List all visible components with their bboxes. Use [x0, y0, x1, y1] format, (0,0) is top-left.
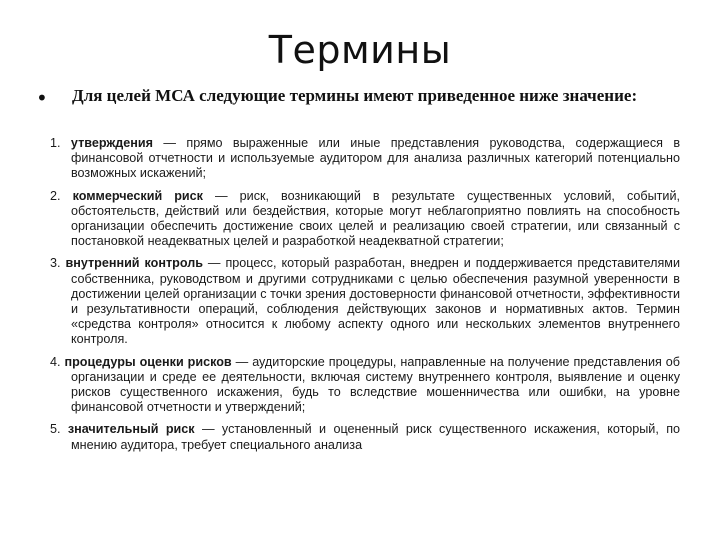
terms-list	[50, 136, 680, 460]
term-name: внутренний контроль	[65, 256, 203, 271]
term-definition: — прямо выраженные или иные представления руководства, содержащиеся в финансовой отчетности и используемые аудитором для анализа различных категорий потенциально возможных искажений;	[71, 136, 681, 181]
term-number: 3.	[50, 256, 61, 271]
term-item	[50, 355, 680, 416]
lead-bullet	[36, 86, 676, 110]
term-item	[50, 189, 680, 250]
term-definition: — риск, возникающий в результате существенных условий, событий, обстоятельств, действий или бездействия, которые могут неблагоприятно повлиять на способность организации обеспечить достижение своих целей и реализацию своей стратегии, или связанный с постановкой неадекватных целей и разработкой неадекватной стратегии;	[71, 188, 681, 249]
lead-text: Для целей МСА следующие термины имеют приведенное ниже значение:	[72, 86, 638, 105]
term-definition: — процесс, который разработан, внедрен и поддерживается представителями собственника, руководством и другими сотрудниками с целью обеспечения разумной уверенности в достижении целей организации с точки зрения достоверности финансовой отчетности, эффективности и результативности операций, соблюдения действующих законов и нормативных актов. Термин «средства контроля» относится к любому аспекту одного или нескольких элементов внутреннего контроля.	[71, 256, 680, 347]
term-number: 1.	[50, 136, 61, 150]
term-name: процедуры оценки рисков	[64, 354, 232, 369]
slide-title: Термины	[268, 28, 452, 72]
bullet-icon: •	[36, 86, 48, 110]
term-definition: — аудиторские процедуры, направленные на получение представления об организации и среде ее деятельности, включая систему внутреннего контроля, выявление и оценку рисков существенного искажения, будь то вследствие мошенничества или ошибки, на уровне финансовой отчетности и утверждений;	[71, 354, 681, 415]
term-number: 5.	[50, 422, 61, 437]
term-item	[50, 256, 680, 347]
term-name: значительный риск	[67, 422, 195, 437]
term-name: коммерческий риск	[72, 188, 203, 203]
term-item	[50, 136, 680, 182]
term-item	[50, 422, 680, 452]
term-number: 2.	[50, 188, 61, 203]
term-definition: — установленный и оцененный риск существенного искажения, который, по мнению аудитора, требует специального анализа	[71, 422, 681, 452]
term-number: 4.	[50, 354, 61, 369]
term-name: утверждения	[70, 136, 153, 150]
